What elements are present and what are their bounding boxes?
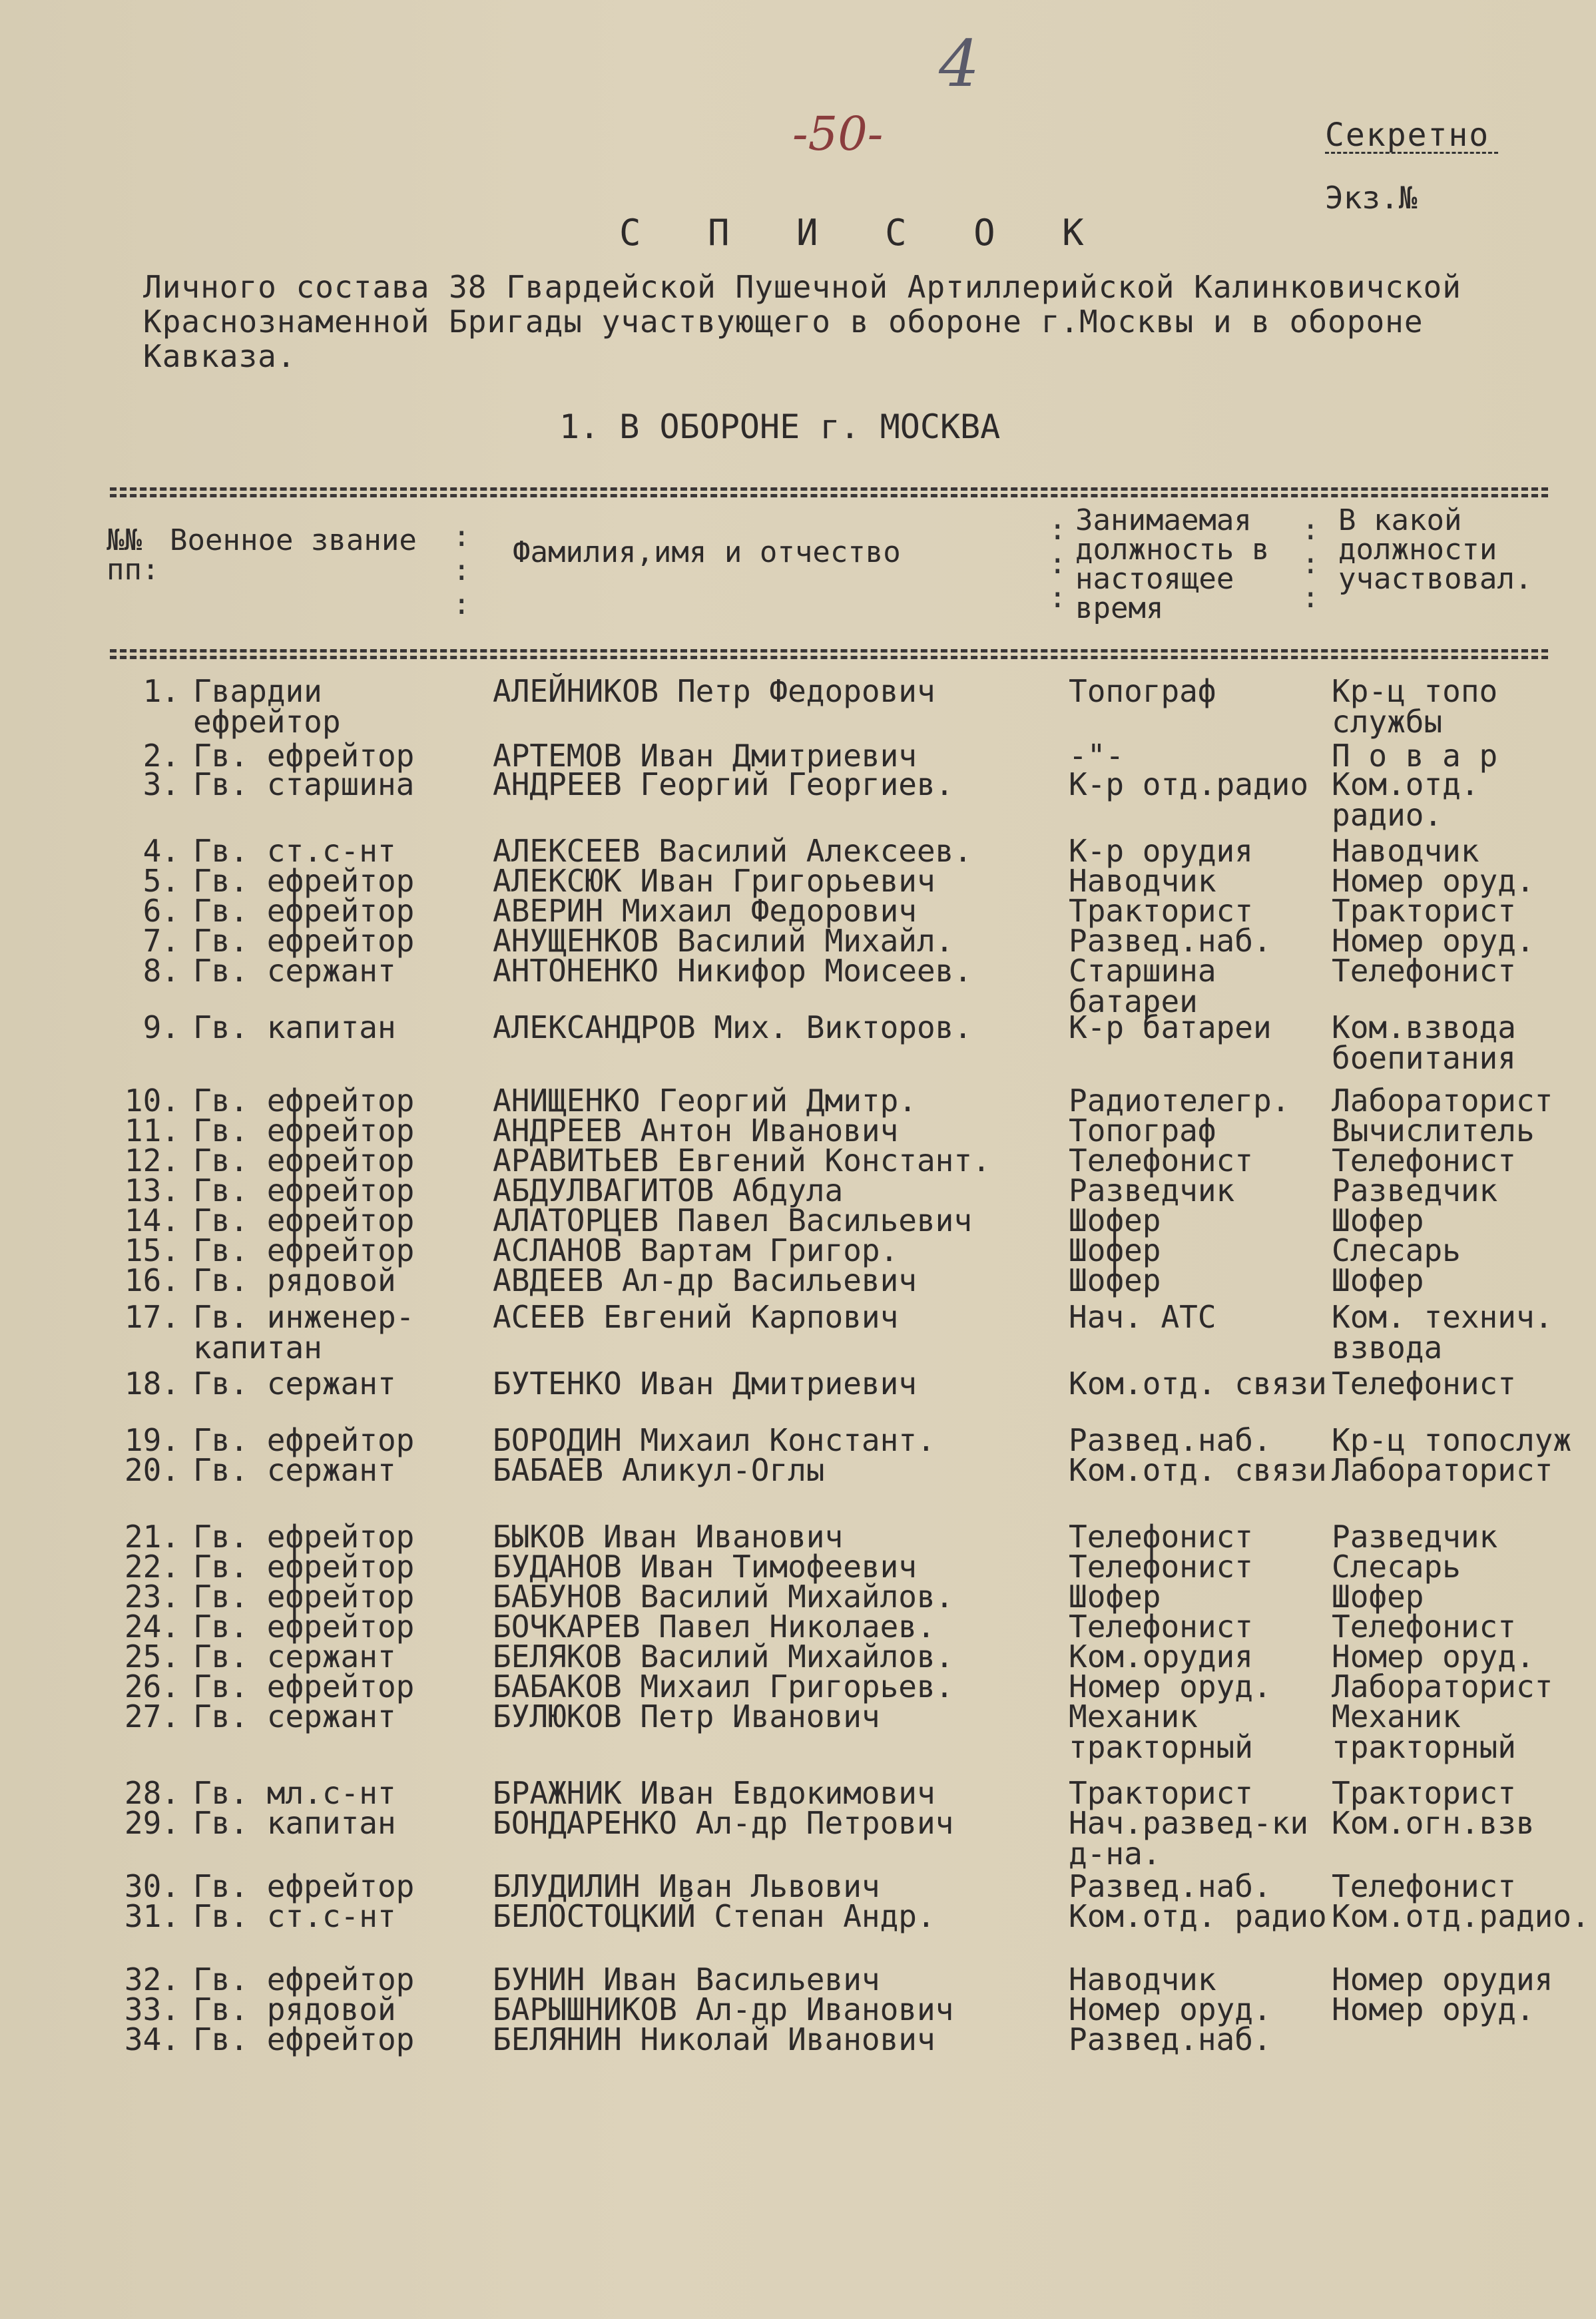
row-number: 26. xyxy=(124,1669,180,1704)
row-position: К-р отд.радио xyxy=(1069,766,1309,802)
row-name: АРАВИТЬЕВ Евгений Констант. xyxy=(493,1143,991,1178)
row-number: 8. xyxy=(142,953,180,989)
row-rank: Гв. ефрейтор xyxy=(193,1232,415,1268)
row-number: 23. xyxy=(124,1579,180,1615)
row-role: Наводчик xyxy=(1332,833,1479,869)
row-role: Телефонист xyxy=(1332,1609,1516,1645)
row-position: Топограф xyxy=(1069,673,1216,709)
row-number: 34. xyxy=(124,2021,180,2057)
row-name: БЫКОВ Иван Иванович xyxy=(493,1519,844,1555)
header-number: №№ пп: xyxy=(107,523,160,587)
row-name: БОРОДИН Михаил Констант. xyxy=(493,1422,935,1458)
row-rank: Гв. рядовой xyxy=(193,1262,396,1298)
row-number: 20. xyxy=(124,1452,180,1488)
row-role: Ком.огн.взв xyxy=(1332,1805,1535,1841)
row-name: АВДЕЕВ Ал-др Васильевич xyxy=(493,1262,917,1298)
row-role: Ком.отд.радио. xyxy=(1332,1898,1590,1934)
row-rank: Гв. ефрейтор xyxy=(193,1202,415,1238)
row-position: Ком.орудия xyxy=(1069,1639,1253,1675)
section-title: 1. В ОБОРОНЕ г. МОСКВА xyxy=(559,407,1001,446)
row-name: АСЛАНОВ Вартам Григор. xyxy=(493,1232,899,1268)
row-position: Развед.наб. xyxy=(1069,1422,1272,1458)
row-name: БЕЛОСТОЦКИЙ Степан Андр. xyxy=(493,1898,935,1934)
row-number: 21. xyxy=(124,1519,180,1555)
row-position: Телефонист xyxy=(1069,1143,1253,1178)
row-rank: Гв. капитан xyxy=(193,1009,396,1045)
row-role: Ком.взвода боепитания xyxy=(1332,1009,1516,1076)
row-role: Вычислитель xyxy=(1332,1113,1535,1149)
row-number: 2. xyxy=(142,738,180,774)
row-position: Топограф xyxy=(1069,1113,1216,1149)
row-rank: Гв. ефрейтор xyxy=(193,923,415,959)
row-number: 27. xyxy=(124,1698,180,1734)
row-name: АВЕРИН Михаил Федорович xyxy=(493,893,917,929)
row-role: Номер оруд. xyxy=(1332,923,1535,959)
handwritten-sheet-number: -50- xyxy=(792,107,884,161)
row-name: БАБАЕВ Аликул-Оглы xyxy=(493,1452,825,1488)
row-position: Шофер xyxy=(1069,1232,1161,1268)
row-number: 19. xyxy=(124,1422,180,1458)
row-number: 11. xyxy=(124,1113,180,1149)
row-position: Механик тракторный xyxy=(1069,1698,1253,1765)
row-number: 17. xyxy=(124,1299,180,1335)
row-number: 31. xyxy=(124,1898,180,1934)
row-role: Механик тракторный xyxy=(1332,1698,1516,1765)
row-name: АНИЩЕНКО Георгий Дмитр. xyxy=(493,1083,917,1119)
row-rank: Гв. сержант xyxy=(193,1639,396,1675)
row-rank: Гв. ст.с-нт xyxy=(193,833,396,869)
row-number: 13. xyxy=(124,1172,180,1208)
row-position: Тракторист xyxy=(1069,893,1253,929)
table-header-rule-2 xyxy=(110,656,1548,659)
document-intro: Личного состава 38 Гвардейской Пушечной Артиллерийской Калинковичской Краснознаменной Бригады участвующего в обороне г.Москвы и в обороне Кавказа. xyxy=(143,269,1462,374)
row-position: Ком.отд. связи xyxy=(1069,1366,1327,1402)
row-position: Шофер xyxy=(1069,1579,1161,1615)
row-position: Ком.отд. связи xyxy=(1069,1452,1327,1488)
row-number: 28. xyxy=(124,1775,180,1811)
row-role: Номер оруд. xyxy=(1332,1639,1535,1675)
row-name: АЛЕКСЕЕВ Василий Алексеев. xyxy=(493,833,973,869)
row-name: АНДРЕЕВ Георгий Георгиев. xyxy=(493,766,954,802)
row-position: -"- xyxy=(1069,738,1125,774)
row-position: Старшина батареи xyxy=(1069,953,1216,1019)
row-number: 24. xyxy=(124,1609,180,1645)
row-position: Наводчик xyxy=(1069,863,1216,899)
row-position: Разведчик xyxy=(1069,1172,1235,1208)
row-name: АЛЕЙНИКОВ Петр Федорович xyxy=(493,673,935,709)
row-number: 10. xyxy=(124,1083,180,1119)
row-name: БОНДАРЕНКО Ал-др Петрович xyxy=(493,1805,954,1841)
secrecy-label: Секретно xyxy=(1325,117,1490,154)
row-name: БРАЖНИК Иван Евдокимович xyxy=(493,1775,935,1811)
row-role: Шофер xyxy=(1332,1579,1424,1615)
row-name: АНТОНЕНКО Никифор Моисеев. xyxy=(493,953,973,989)
table-header-rule xyxy=(110,649,1548,652)
row-role: П о в а р xyxy=(1332,738,1498,774)
row-number: 29. xyxy=(124,1805,180,1841)
row-role: Номер орудия xyxy=(1332,1961,1553,1997)
row-rank: Гв. сержант xyxy=(193,953,396,989)
row-position: Ком.отд. радио xyxy=(1069,1898,1327,1934)
row-name: АЛЕКСЮК Иван Григорьевич xyxy=(493,863,935,899)
row-rank: Гв. ефрейтор xyxy=(193,1113,415,1149)
row-rank: Гв. ефрейтор xyxy=(193,1549,415,1585)
row-name: БОЧКАРЕВ Павел Николаев. xyxy=(493,1609,935,1645)
row-role: Лабораторист xyxy=(1332,1452,1553,1488)
row-role: Кр-ц топо службы xyxy=(1332,673,1498,740)
row-name: БЛУДИЛИН Иван Львович xyxy=(493,1868,880,1904)
row-position: Шофер xyxy=(1069,1202,1161,1238)
row-role: Шофер xyxy=(1332,1262,1424,1298)
row-number: 15. xyxy=(124,1232,180,1268)
row-rank: Гв. инженер-капитан xyxy=(193,1299,415,1366)
row-position: Телефонист xyxy=(1069,1549,1253,1585)
row-name: БЕЛЯНИН Николай Иванович xyxy=(493,2021,935,2057)
row-name: БАБУНОВ Василий Михайлов. xyxy=(493,1579,954,1615)
table-top-rule-2 xyxy=(110,494,1548,497)
row-rank: Гв. ст.с-нт xyxy=(193,1898,396,1934)
header-separator: : : : xyxy=(1049,513,1067,615)
row-position: Наводчик xyxy=(1069,1961,1216,1997)
row-role: Телефонист xyxy=(1332,1868,1516,1904)
row-position: Номер оруд. xyxy=(1069,1991,1272,2027)
row-role: Слесарь xyxy=(1332,1232,1461,1268)
row-role: Номер оруд. xyxy=(1332,863,1535,899)
row-number: 32. xyxy=(124,1961,180,1997)
row-rank: Гв. старшина xyxy=(193,766,415,802)
row-number: 30. xyxy=(124,1868,180,1904)
row-rank: Гв. ефрейтор xyxy=(193,1172,415,1208)
row-rank: Гв. ефрейтор xyxy=(193,1083,415,1119)
row-name: АНДРЕЕВ Антон Иванович xyxy=(493,1113,899,1149)
row-position: Развед.наб. xyxy=(1069,1868,1272,1904)
row-name: АРТЕМОВ Иван Дмитриевич xyxy=(493,738,917,774)
copy-number-label: Экз.№ xyxy=(1325,180,1418,216)
row-position: К-р батареи xyxy=(1069,1009,1272,1045)
row-name: АБДУЛВАГИТОВ Абдула xyxy=(493,1172,844,1208)
row-rank: Гв. ефрейтор xyxy=(193,738,415,774)
row-role: Телефонист xyxy=(1332,953,1516,989)
row-number: 14. xyxy=(124,1202,180,1238)
row-role: Тракторист xyxy=(1332,1775,1516,1811)
row-number: 22. xyxy=(124,1549,180,1585)
row-rank: Гв. ефрейтор xyxy=(193,1422,415,1458)
row-position: Тракторист xyxy=(1069,1775,1253,1811)
row-rank: Гв. ефрейтор xyxy=(193,1961,415,1997)
row-position: Радиотелегр. xyxy=(1069,1083,1290,1119)
row-rank: Гв. ефрейтор xyxy=(193,863,415,899)
row-role: Разведчик xyxy=(1332,1519,1498,1555)
secrecy-underline xyxy=(1325,152,1498,154)
row-number: 16. xyxy=(124,1262,180,1298)
row-number: 6. xyxy=(142,893,180,929)
row-role: Разведчик xyxy=(1332,1172,1498,1208)
row-position: Телефонист xyxy=(1069,1609,1253,1645)
row-number: 7. xyxy=(142,923,180,959)
row-rank: Гв. сержант xyxy=(193,1366,396,1402)
row-number: 4. xyxy=(142,833,180,869)
row-position: К-р орудия xyxy=(1069,833,1253,869)
header-name: Фамилия,имя и отчество xyxy=(513,535,901,569)
header-role: В какой должности участвовал. xyxy=(1338,503,1533,596)
row-position: Телефонист xyxy=(1069,1519,1253,1555)
header-rank: Военное звание xyxy=(170,523,417,557)
row-rank: Гв. сержант xyxy=(193,1698,396,1734)
table-top-rule xyxy=(110,487,1548,491)
row-rank: Гвардии ефрейтор xyxy=(193,673,341,740)
row-name: АСЕЕВ Евгений Карпович xyxy=(493,1299,899,1335)
header-separator: : : : xyxy=(1302,513,1320,615)
row-number: 3. xyxy=(142,766,180,802)
row-number: 18. xyxy=(124,1366,180,1402)
row-rank: Гв. рядовой xyxy=(193,1991,396,2027)
row-name: БУТЕНКО Иван Дмитриевич xyxy=(493,1366,917,1402)
row-rank: Гв. сержант xyxy=(193,1452,396,1488)
document-title: С П И С О К xyxy=(619,212,1107,254)
row-rank: Гв. ефрейтор xyxy=(193,1868,415,1904)
row-rank: Гв. ефрейтор xyxy=(193,893,415,929)
row-name: АНУЩЕНКОВ Василий Михайл. xyxy=(493,923,954,959)
row-role: Номер оруд. xyxy=(1332,1991,1535,2027)
row-role: Лабораторист xyxy=(1332,1669,1553,1704)
row-rank: Гв. ефрейтор xyxy=(193,1579,415,1615)
header-position: Занимаемая должность в настоящее время xyxy=(1075,503,1270,625)
row-position: Развед.наб. xyxy=(1069,923,1272,959)
row-role: Кр-ц топослуж xyxy=(1332,1422,1572,1458)
row-number: 9. xyxy=(142,1009,180,1045)
row-role: Ком. технич. взвода xyxy=(1332,1299,1553,1366)
row-position: Нач.развед-ки д-на. xyxy=(1069,1805,1309,1872)
row-rank: Гв. ефрейтор xyxy=(193,2021,415,2057)
row-role: Тракторист xyxy=(1332,893,1516,929)
row-position: Развед.наб. xyxy=(1069,2021,1272,2057)
row-name: АЛЕКСАНДРОВ Мих. Викторов. xyxy=(493,1009,973,1045)
row-position: Нач. АТС xyxy=(1069,1299,1216,1335)
row-position: Номер оруд. xyxy=(1069,1669,1272,1704)
row-rank: Гв. ефрейтор xyxy=(193,1143,415,1178)
row-rank: Гв. мл.с-нт xyxy=(193,1775,396,1811)
header-separator: : : : xyxy=(453,519,471,621)
row-name: БУНИН Иван Васильевич xyxy=(493,1961,880,1997)
row-rank: Гв. капитан xyxy=(193,1805,396,1841)
row-role: Шофер xyxy=(1332,1202,1424,1238)
row-number: 1. xyxy=(142,673,180,709)
row-name: БАРЫШНИКОВ Ал-др Иванович xyxy=(493,1991,954,2027)
row-name: БЕЛЯКОВ Василий Михайлов. xyxy=(493,1639,954,1675)
row-role: Ком.отд. радио. xyxy=(1332,766,1479,833)
row-role: Телефонист xyxy=(1332,1143,1516,1178)
row-rank: Гв. ефрейтор xyxy=(193,1519,415,1555)
row-rank: Гв. ефрейтор xyxy=(193,1609,415,1645)
row-name: БУЛЮКОВ Петр Иванович xyxy=(493,1698,880,1734)
row-position: Шофер xyxy=(1069,1262,1161,1298)
row-number: 33. xyxy=(124,1991,180,2027)
row-role: Слесарь xyxy=(1332,1549,1461,1585)
row-number: 5. xyxy=(142,863,180,899)
row-rank: Гв. ефрейтор xyxy=(193,1669,415,1704)
row-name: АЛАТОРЦЕВ Павел Васильевич xyxy=(493,1202,973,1238)
row-role: Телефонист xyxy=(1332,1366,1516,1402)
row-name: БАБАКОВ Михаил Григорьев. xyxy=(493,1669,954,1704)
row-name: БУДАНОВ Иван Тимофеевич xyxy=(493,1549,917,1585)
row-number: 25. xyxy=(124,1639,180,1675)
row-role: Лабораторист xyxy=(1332,1083,1553,1119)
handwritten-page-number: 4 xyxy=(939,27,980,101)
row-number: 12. xyxy=(124,1143,180,1178)
